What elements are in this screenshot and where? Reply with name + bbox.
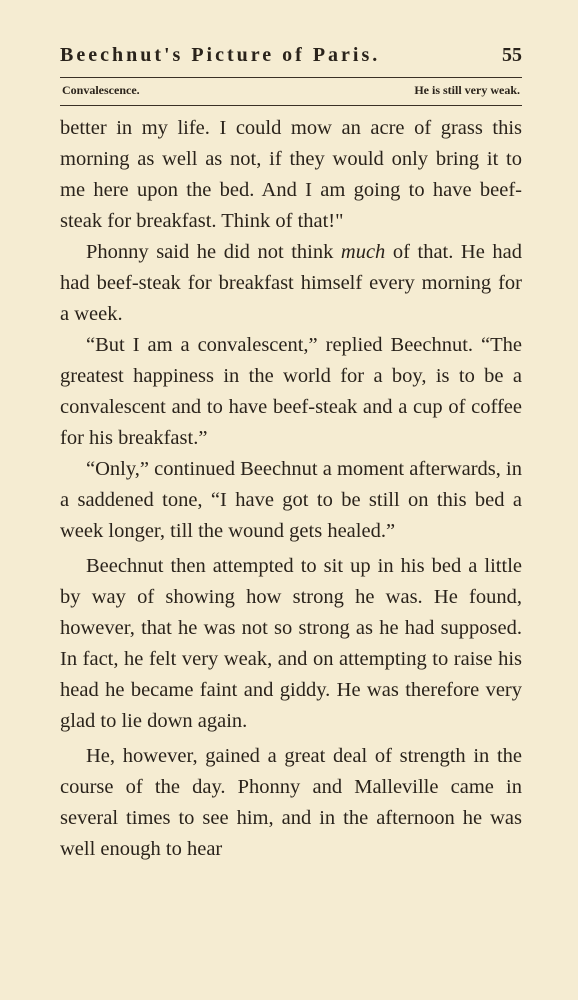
paragraph-4: “Only,” continued Beechnut a moment afterwards, in a saddened tone, “I have got to be still on this bed a week longer, till the wound gets healed.” bbox=[60, 458, 522, 542]
header-rule-top bbox=[60, 77, 522, 78]
section-captions bbox=[62, 83, 520, 98]
right-caption: He is still very weak. bbox=[414, 83, 520, 97]
paragraph-1: better in my life. I could mow an acre of grass this morning as well as not, if they would only bring it to me here upon the bed. And I am going to have beef-steak for breakfast. Think of that!" bbox=[60, 117, 522, 232]
body-text bbox=[60, 113, 522, 865]
paragraph-6: He, however, gained a great deal of strength in the course of the day. Phonny and Malleville came in several times to see him, and in the afternoon he was well enough to hear bbox=[60, 745, 522, 860]
running-head bbox=[60, 44, 522, 67]
paragraph-2-start: Phonny said he did not think bbox=[86, 241, 341, 263]
emphasis-much: much bbox=[340, 241, 386, 263]
paragraph-5: Beechnut then attempted to sit up in his bed a little by way of showing how strong he was. He found, however, that he was not so strong as he had supposed. In fact, he felt very weak, and on attempting to raise his head he became faint and giddy. He was therefore very glad to lie down again. bbox=[60, 555, 522, 732]
paragraph-2 bbox=[60, 237, 522, 330]
paragraph-2-end: of that. He had had beef-steak for breakfast himself every morning for a week. bbox=[60, 241, 522, 325]
paragraph-3: “But I am a convalescent,” replied Beechnut. “The greatest happiness in the world for a boy, is to be a convalescent and to have beef-steak and a cup of coffee for his breakfast.” bbox=[60, 334, 522, 449]
left-caption: Convalescence. bbox=[62, 83, 140, 97]
page-number: 55 bbox=[502, 44, 522, 66]
header-rule-bottom bbox=[60, 105, 522, 106]
running-title: Beechnut's Picture of Paris. bbox=[60, 44, 381, 66]
